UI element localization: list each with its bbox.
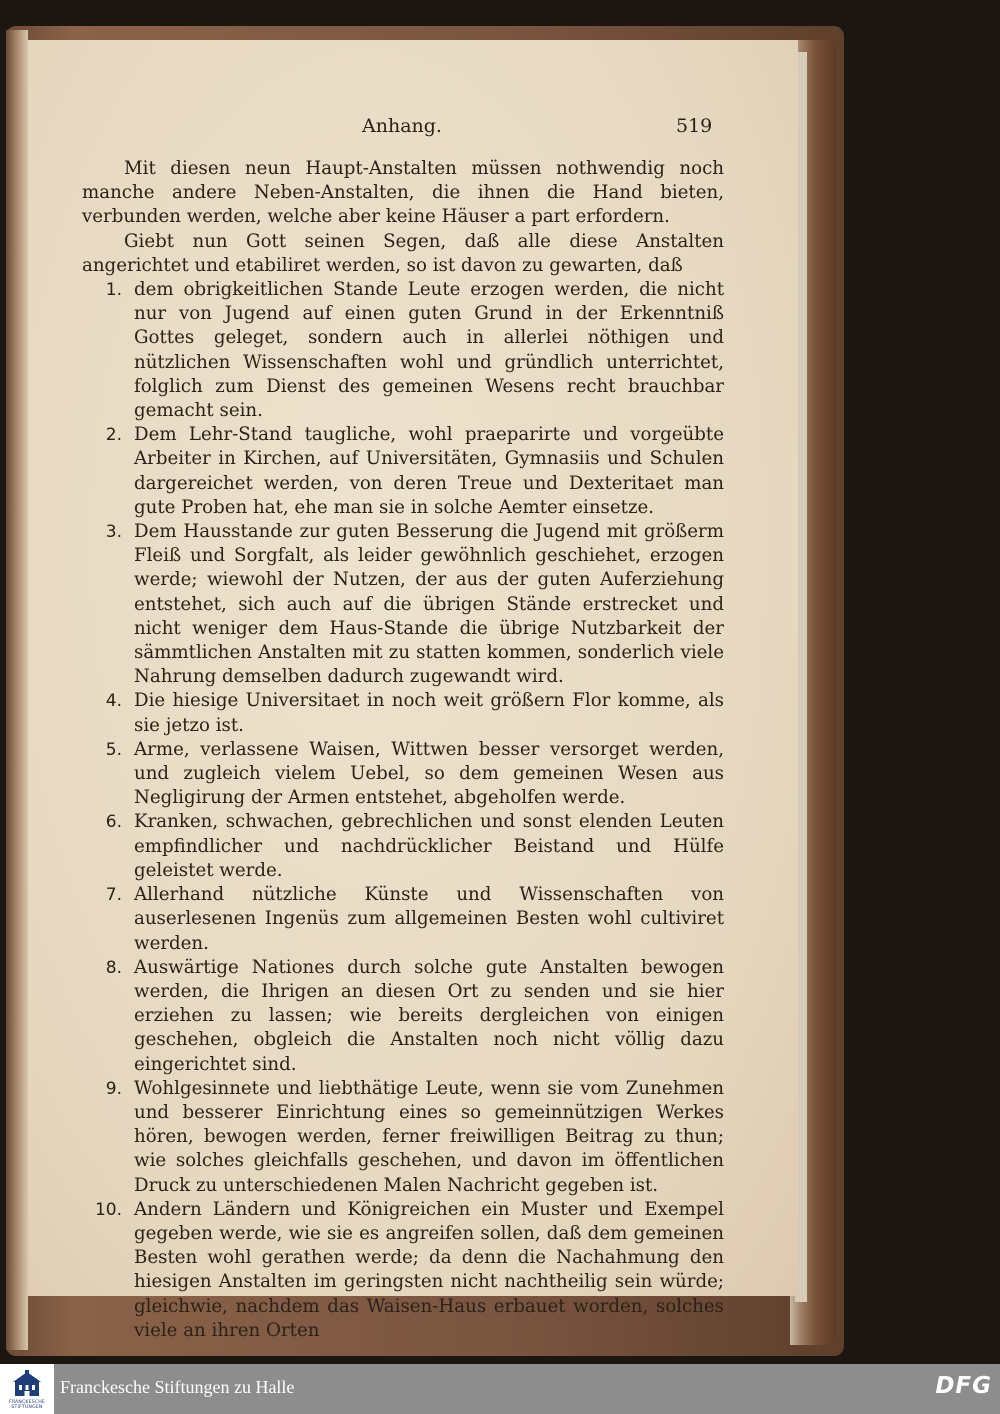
numbered-list (82, 278, 724, 1343)
footer-bar (0, 1364, 1000, 1414)
list-item-text: Wohlgesinnete und liebthätige Leute, wenn sie vom Zunehmen und besserer Einrichtung eines so gemeinnützigen Werkes hören, bewogen werden, ferner freiwilligen Beitrag zu thun; wie solches gleichfalls geschehen, und davon im öffentlichen Druck zu unterschiedenen Malen Nachricht gegeben ist. (134, 1077, 724, 1196)
logo-caption: FRANCKESCHE STIFTUNGEN (8, 1400, 46, 1410)
list-item-number: 4. (105, 691, 122, 712)
building-icon (12, 1370, 42, 1398)
paragraph: Giebt nun Gott seinen Segen, daß alle diese Anstalten angerichtet und etabiliret werden, so ist davon zu gewarten, daß (82, 230, 724, 276)
list-item-number: 10. (94, 1199, 122, 1220)
book-gutter (6, 30, 28, 1350)
list-item-text: Arme, verlassene Waisen, Wittwen besser versorget werden, und zugleich vielem Uebel, so dem gemeinen Wesen aus Negligirung der Armen entstehet, abgeholfen werde. (134, 738, 724, 809)
list-item (82, 689, 724, 737)
list-item-number: 3. (105, 522, 122, 543)
paragraph: Mit diesen neun Haupt-Anstalten müssen nothwendig noch manche andere Neben-Anstalten, die ihnen die Hand bieten, verbunden werden, welche aber keine Häuser a part erfordern. (82, 158, 724, 228)
list-item-number: 7. (105, 885, 122, 906)
list-item-text: Andern Ländern und Königreichen ein Muster und Exempel gegeben werde, wie sie es angreifen sollen, daß dem gemeinen Besten wohl gerathen werde; da denn die Nachahmung den hiesigen Anstalten im geringsten nicht nachtheilig sein würde; gleichwie, nachdem das Waisen-Haus erbauet worden, solches viele an ihren Orten (134, 1198, 724, 1341)
list-item (82, 520, 724, 689)
list-item-number: 5. (105, 739, 122, 760)
list-item-text: dem obrigkeitlichen Stande Leute erzogen werden, die nicht nur von Jugend auf einen guten Grund in der Erkenntniß Gottes geleget, sondern auch in allerlei nöthigen und nützlichen Wissenschaften wohl und gründlich unterrichtet, folglich zum Dienst des gemeinen Wesens recht brauchbar gemacht sein. (134, 279, 724, 422)
list-item (82, 883, 724, 956)
list-item-text: Kranken, schwachen, gebrechlichen und sonst elenden Leuten empfindlicher und nachdrücklicher Beistand und Hülfe geleistet werde. (134, 811, 724, 881)
list-item-text: Auswärtige Nationes durch solche gute Anstalten bewogen werden, die Ihrigen an diesen Ort zu senden und sie hier erziehen zu lassen; wie bereits dergleichen von einigen geschehen, obgleich die Anstalten noch nicht völlig dazu eingerichtet sind. (134, 956, 724, 1075)
list-item (82, 423, 724, 520)
list-item (82, 278, 724, 423)
running-title: Anhang. (362, 115, 442, 137)
list-item-number: 9. (105, 1078, 122, 1099)
list-item (82, 810, 724, 883)
page-body (82, 157, 724, 1343)
list-item (82, 956, 724, 1077)
list-item-text: Allerhand nützliche Künste und Wissenschaften von auserlesenen Ingenüs zum allgemeinen Besten wohl cultiviret werden. (134, 884, 724, 954)
list-item-number: 8. (105, 957, 122, 978)
running-head (0, 113, 1000, 143)
list-item (82, 1077, 724, 1198)
franckesche-logo[interactable] (0, 1364, 54, 1414)
list-item-text: Dem Hausstande zur guten Besserung die Jugend mit größerm Fleiß und Sorgfalt, als leider gewöhnlich geschiehet, erzogen werde; wiewohl der Nutzen, der aus der guten Auferziehung entstehet, sich auch auf die übrigen Stände erstrecket und nicht weniger dem Haus-Stande die übrige Nutzbarkeit der sämmtlichen Anstalten mit zu statten kommen, sonderlich viele Nahrung demselben dadurch zugewandt wird. (134, 521, 724, 688)
list-item-text: Die hiesige Universitaet in noch weit größern Flor komme, als sie jetzo ist. (134, 690, 724, 736)
page-number: 519 (676, 115, 713, 137)
list-item (82, 738, 724, 811)
list-item-text: Dem Lehr-Stand taugliche, wohl praeparirte und vorgeübte Arbeiter in Kirchen, auf Universitäten, Gymnasiis und Schulen dargereichet werden, von deren Treue und Dexteritaet man gute Proben hat, ehe man sie in solche Aemter einsetze. (134, 424, 724, 518)
dfg-logo[interactable]: DFG (935, 1373, 992, 1399)
list-item (82, 1198, 724, 1343)
list-item-number: 2. (105, 425, 122, 446)
list-item-number: 6. (105, 812, 122, 833)
list-item-number: 1. (105, 280, 122, 301)
footer-title[interactable]: Franckesche Stiftungen zu Halle (60, 1377, 295, 1397)
